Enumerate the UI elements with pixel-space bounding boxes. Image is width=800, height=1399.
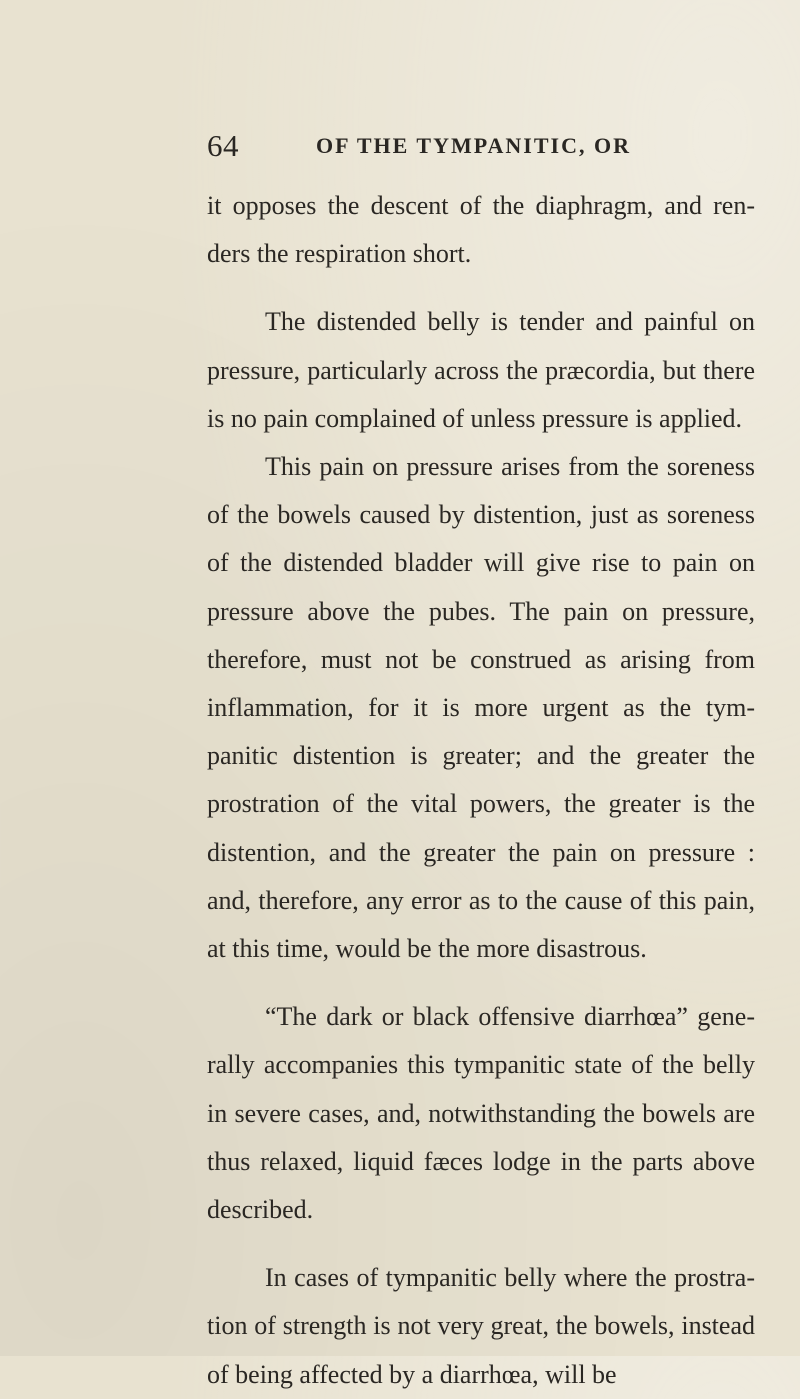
paragraph-tympanitic-belly: In cases of tympanitic belly where the prostra-tion of strength is not very great, the bowels, instead of being affected by a diarrhœa, will be [207,1263,755,1389]
paragraph-pain-on-pressure: This pain on pressure arises from the soreness of the bowels caused by distention, just as soreness of the distended bladder will give rise to pain on pressure above the pubes. The pain on pressure, therefore, must not be construed as arising from inflammation, for it is more urgent as the tym-panitic distention is greater; and the greater the prostration of the vital powers, the greater is the distention, and the greater the pain on pressure : and, therefore, any error as to the cause of this pain, at this time, would be the more disastrous. [207,452,755,964]
running-title: OF THE TYMPANITIC, OR [316,133,631,158]
paragraph-diarrhoea: “The dark or black offensive diarrhœa” gene-rally accompanies this tympanitic state of the belly in severe cases, and, notwithstanding the bowels are thus relaxed, liquid fæces lodge in the parts above described. [207,1002,755,1225]
body-text [207,182,755,1399]
paragraph-continuation: it opposes the descent of the diaphragm, and ren-ders the respiration short. [207,191,755,269]
page-number: 64 [207,128,239,163]
paragraph-tenderness: The distended belly is tender and painful on pressure, particularly across the præcordia, but there is no pain complained of unless pressure is applied. [207,307,755,433]
running-header [207,128,800,168]
